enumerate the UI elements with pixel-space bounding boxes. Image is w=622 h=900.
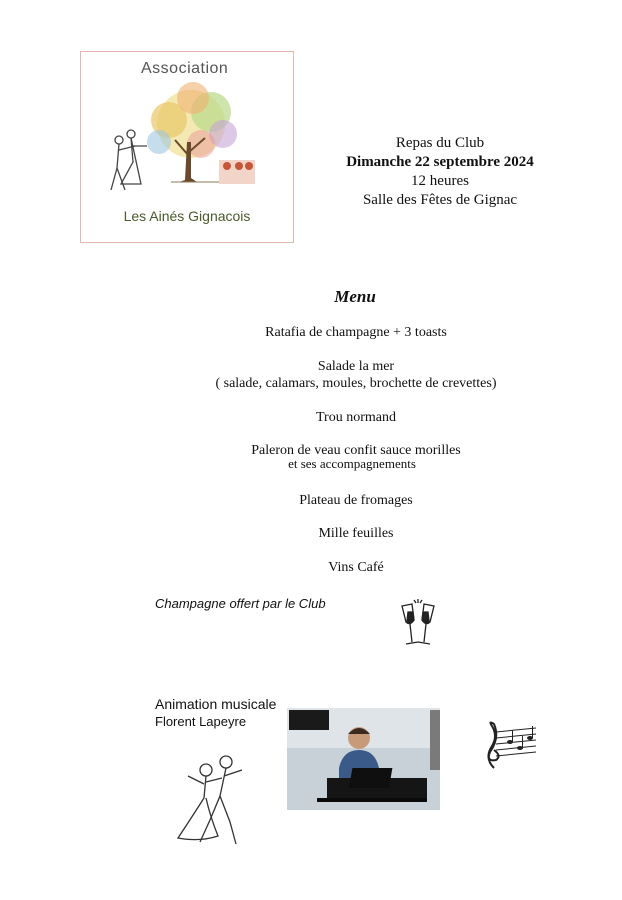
music-notes-icon: [480, 718, 538, 774]
menu-item-main: Plateau de fromages: [299, 493, 413, 508]
menu-item-main: Mille feuilles: [318, 526, 394, 541]
menu-item: [150, 526, 562, 542]
logo-dancers: [111, 130, 147, 190]
menu-item: [150, 359, 562, 392]
event-info: [330, 134, 550, 210]
animation-label: Animation musicale: [155, 696, 277, 712]
tree-foliage: [147, 82, 237, 158]
menu-item: [150, 410, 562, 426]
menu-item-main: Paleron de veau confit sauce morilles: [251, 443, 461, 458]
event-title: Repas du Club: [395, 135, 485, 151]
menu-item: [150, 493, 562, 509]
association-logo: [80, 51, 294, 243]
event-time: 12 heures: [411, 173, 469, 189]
menu-item-main: Trou normand: [316, 410, 396, 425]
menu-item-main: Salade la mer: [317, 359, 395, 374]
champagne-glasses-icon: [396, 598, 440, 650]
tree-illustration: [81, 72, 293, 222]
menu-item: [150, 560, 562, 576]
menu-item: [150, 443, 562, 472]
menu-item-detail: ( salade, calamars, moules, brochette de crevettes): [215, 376, 497, 391]
logo-singers: [219, 160, 255, 184]
menu-item-main: Vins Café: [328, 560, 384, 575]
dancing-couple-illustration: [170, 750, 260, 850]
logo-association-text: Association: [141, 60, 229, 77]
champagne-note: Champagne offert par le Club: [155, 596, 326, 611]
event-location: Salle des Fêtes de Gignac: [362, 192, 518, 208]
event-date: Dimanche 22 septembre 2024: [346, 154, 534, 170]
animation-info: [155, 696, 276, 730]
menu-item: [150, 325, 562, 341]
menu-item-detail: et ses accompagnements: [288, 456, 416, 471]
logo-name-text: Les Ainés Gignacois: [123, 208, 251, 224]
performer-name: Florent Lapeyre: [155, 714, 247, 729]
menu-item-main: Ratafia de champagne + 3 toasts: [265, 325, 447, 340]
menu-title: Menu: [334, 287, 376, 306]
performer-photo: [287, 708, 440, 810]
performer-photo-illustration: [287, 708, 440, 810]
